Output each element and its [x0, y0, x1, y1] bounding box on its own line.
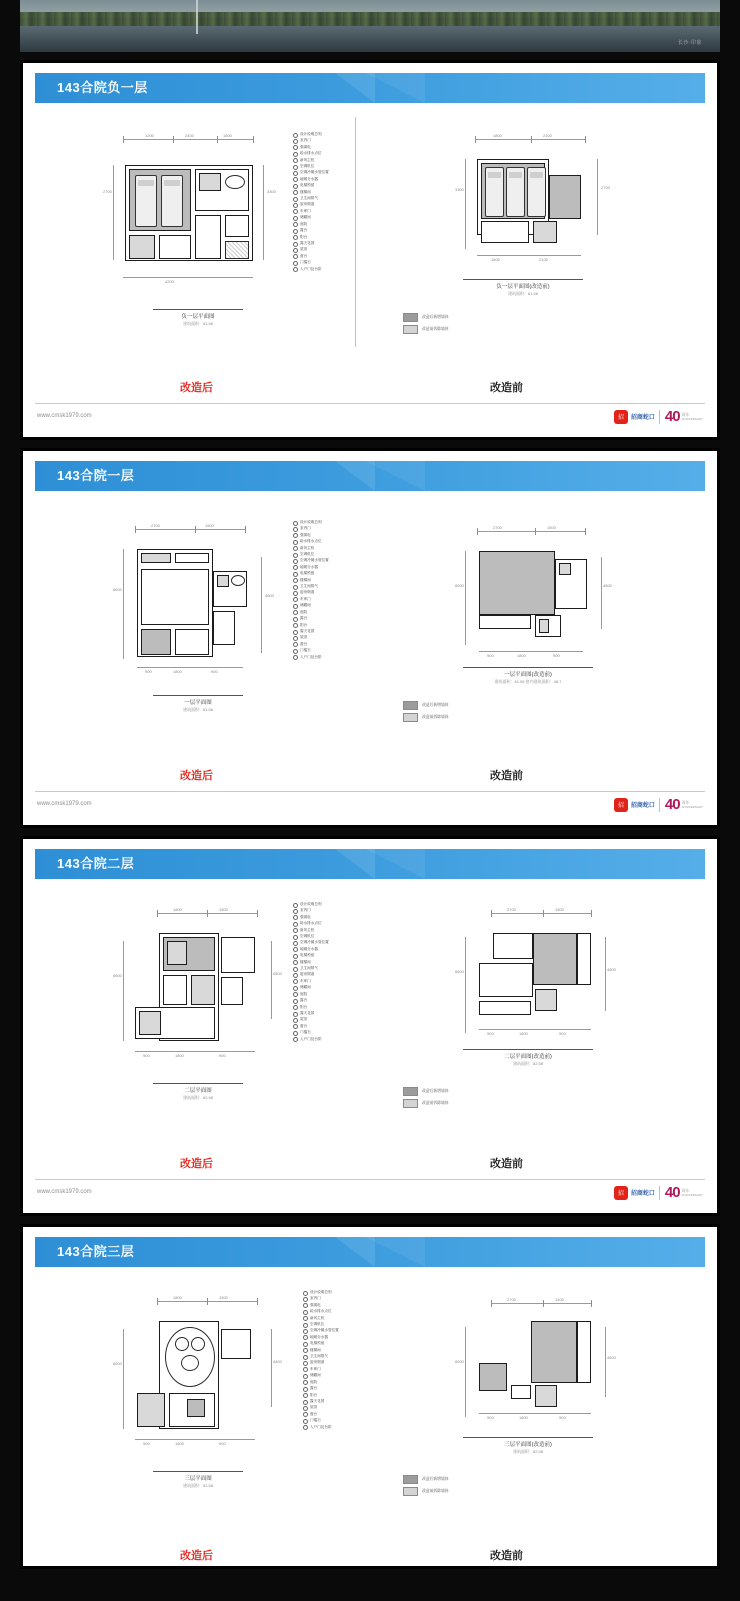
floorplan-before: 2700 1500 6600 4800 900 1800 900 — [455, 525, 612, 658]
wall-change-legend — [403, 313, 449, 337]
slide-content — [35, 879, 705, 1179]
legend-item: 空调冷凝水管位置 — [303, 1327, 339, 1333]
label-before: 改造前 — [490, 1158, 523, 1170]
slide-title: 143合院一层 — [57, 468, 135, 483]
swatch-new-wall-icon — [403, 1087, 418, 1096]
legend-item: 庭院 — [293, 609, 329, 615]
footer-url: www.cmsk1979.com — [37, 801, 92, 807]
legend-item: 庭院 — [293, 221, 329, 227]
slide-footer — [35, 403, 705, 434]
anniversary-number: 40 — [664, 1184, 680, 1201]
legend-item: 强弱电 — [293, 144, 329, 150]
legend-item: 车库门 — [293, 978, 329, 984]
legend-item: 露台 — [293, 615, 329, 621]
legend-row: 改造后新增墙体 — [403, 313, 449, 322]
legend-item: 入户门及台阶 — [293, 1036, 329, 1042]
legend-item: 强弱电 — [293, 914, 329, 920]
brand-divider — [659, 1186, 660, 1200]
legend-item: 窗台 — [293, 641, 329, 647]
legend-list-after — [293, 131, 329, 272]
slide-content — [35, 1267, 705, 1567]
legend-item: 门槛石 — [303, 1417, 339, 1423]
legend-item: 阳台 — [293, 1004, 329, 1010]
legend-row: 改造后新增墙体 — [403, 701, 449, 710]
anniversary-sub: 周年 ANNIVERSARY — [681, 411, 703, 421]
slide-content — [35, 491, 705, 791]
legend-item: 地暖分水器 — [303, 1334, 339, 1340]
floorplan-before: 1800 2100 3300 2700 1800 2100 — [455, 133, 610, 262]
swatch-new-wall-icon — [403, 701, 418, 710]
hero-watermark: 长沙·印象 — [677, 40, 702, 46]
floorplan-before: 2700 1500 6600 4800 900 1800 900 — [455, 1297, 616, 1420]
legend-item: 强弱电 — [293, 532, 329, 538]
label-before: 改造前 — [490, 382, 523, 394]
legend-item: 厨房烟道 — [293, 589, 329, 595]
legend-item: 露天花园 — [293, 240, 329, 246]
legend-item: 车库门 — [303, 1366, 339, 1372]
legend-item: 楼梯间 — [293, 577, 329, 583]
swatch-new-wall-icon — [403, 313, 418, 322]
hero-pole — [196, 0, 198, 34]
slide-title: 143合院负一层 — [57, 80, 148, 95]
slide-footer — [35, 791, 705, 822]
legend-item: 给水排水点位 — [293, 150, 329, 156]
label-after: 改造后 — [180, 1550, 213, 1562]
slide-floor-3 — [20, 1224, 720, 1569]
legend-item: 新风主机 — [303, 1315, 339, 1321]
legend-item: 阳台 — [293, 234, 329, 240]
legend-item: 室内门 — [293, 525, 329, 531]
slide-footer — [35, 1179, 705, 1210]
hero-photo — [20, 0, 720, 52]
legend-item: 入户门及台阶 — [293, 266, 329, 272]
slide-floor-2 — [20, 836, 720, 1216]
legend-item: 楼梯间 — [303, 1347, 339, 1353]
legend-item: 新风主机 — [293, 927, 329, 933]
swatch-removed-wall-icon — [403, 1099, 418, 1108]
legend-item: 屋顶 — [293, 634, 329, 640]
brand-logo — [614, 408, 703, 425]
legend-item: 储藏间 — [293, 984, 329, 990]
legend-item: 空调机位 — [293, 933, 329, 939]
legend-item: 阳台 — [293, 622, 329, 628]
legend-row: 改造前拆除墙体 — [403, 1487, 449, 1496]
legend-item: 储藏间 — [293, 214, 329, 220]
legend-item: 窗台 — [303, 1411, 339, 1417]
label-before: 改造前 — [490, 770, 523, 782]
legend-item: 强弱电 — [303, 1302, 339, 1308]
anniversary-number: 40 — [664, 408, 680, 425]
legend-item: 庭院 — [303, 1379, 339, 1385]
legend-item: 电梯预留 — [293, 182, 329, 188]
brand-mark-icon: 招 — [614, 798, 628, 812]
legend-item: 设计说明总则 — [303, 1289, 339, 1295]
label-after: 改造后 — [180, 1158, 213, 1170]
label-before: 改造前 — [490, 1550, 523, 1562]
legend-item: 空调冷凝水管位置 — [293, 557, 329, 563]
legend-item: 露天花园 — [293, 628, 329, 634]
legend-item: 阳台 — [303, 1392, 339, 1398]
floorplan-after: 1200 2400 1500 2700 3300 4200 — [103, 133, 276, 284]
slide-banner — [35, 73, 705, 103]
legend-row: 改造前拆除墙体 — [403, 325, 449, 334]
legend-item: 屋顶 — [293, 1016, 329, 1022]
after-caption: 一层平面图 建筑面积：61.56 — [153, 695, 243, 713]
brand-logo — [614, 796, 703, 813]
legend-item: 给水排水点位 — [303, 1308, 339, 1314]
legend-item: 门槛石 — [293, 259, 329, 265]
legend-item: 储藏间 — [303, 1372, 339, 1378]
legend-item: 空调机位 — [293, 163, 329, 169]
brand-mark-icon: 招 — [614, 1186, 628, 1200]
legend-item: 卫生间排气 — [293, 195, 329, 201]
legend-item: 新风主机 — [293, 157, 329, 163]
legend-item: 庭院 — [293, 991, 329, 997]
before-caption: 二层平面图(改造前) 建筑面积：62.58 — [463, 1049, 593, 1067]
slide-content — [35, 103, 705, 403]
legend-item: 屋顶 — [293, 246, 329, 252]
legend-item: 露天花园 — [303, 1398, 339, 1404]
legend-item: 屋顶 — [303, 1404, 339, 1410]
legend-list-after — [293, 519, 329, 660]
anniversary-sub: 周年 ANNIVERSARY — [681, 1187, 703, 1197]
slide-banner — [35, 461, 705, 491]
legend-item: 卫生间排气 — [293, 583, 329, 589]
legend-item: 新风主机 — [293, 545, 329, 551]
legend-item: 入户门及台阶 — [303, 1424, 339, 1430]
legend-item: 设计说明总则 — [293, 519, 329, 525]
before-caption: 一层平面图(改造前) 建筑面积：61.56 套内建筑面积：48.7 — [463, 667, 593, 685]
legend-item: 门槛石 — [293, 647, 329, 653]
brand-name: 招商蛇口 — [630, 1191, 655, 1197]
legend-list-after — [303, 1289, 339, 1430]
slide-title: 143合院三层 — [57, 1244, 135, 1259]
slide-title: 143合院二层 — [57, 856, 135, 871]
legend-list-after — [293, 901, 329, 1042]
floorplan-after: 1800 1500 6600 4800 900 1800 900 — [113, 907, 282, 1058]
before-caption: 负一层平面图(改造前) 建筑面积：61.56 — [463, 279, 583, 297]
legend-item: 地暖分水器 — [293, 176, 329, 182]
swatch-removed-wall-icon — [403, 713, 418, 722]
legend-item: 露天花园 — [293, 1010, 329, 1016]
brand-name: 招商蛇口 — [630, 803, 655, 809]
after-caption: 负一层平面图 建筑面积：61.56 — [153, 309, 243, 327]
brand-logo — [614, 1184, 703, 1201]
legend-row: 改造前拆除墙体 — [403, 1099, 449, 1108]
brand-mark-icon: 招 — [614, 410, 628, 424]
legend-item: 电梯预留 — [293, 570, 329, 576]
legend-item: 窗台 — [293, 1023, 329, 1029]
footer-url: www.cmsk1979.com — [37, 1189, 92, 1195]
legend-item: 电梯预留 — [293, 952, 329, 958]
slide-banner — [35, 1237, 705, 1267]
legend-item: 空调机位 — [293, 551, 329, 557]
swatch-new-wall-icon — [403, 1475, 418, 1484]
legend-row: 改造前拆除墙体 — [403, 713, 449, 722]
label-after: 改造后 — [180, 382, 213, 394]
before-caption: 三层平面图(改造前) 建筑面积：62.58 — [463, 1437, 593, 1455]
legend-item: 楼梯间 — [293, 959, 329, 965]
floorplan-before: 2700 1500 6600 4800 900 1800 900 — [455, 907, 616, 1036]
swatch-removed-wall-icon — [403, 1487, 418, 1496]
legend-item: 入户门及台阶 — [293, 654, 329, 660]
legend-row: 改造后新增墙体 — [403, 1475, 449, 1484]
legend-item: 给水排水点位 — [293, 920, 329, 926]
legend-item: 空调机位 — [303, 1321, 339, 1327]
legend-item: 楼梯间 — [293, 189, 329, 195]
legend-item: 室内门 — [303, 1295, 339, 1301]
floorplan-after: 2700 1500 6600 4800 900 1800 900 — [113, 523, 274, 674]
anniversary-sub: 周年 ANNIVERSARY — [681, 799, 703, 809]
slide-basement — [20, 60, 720, 440]
legend-item: 露台 — [303, 1385, 339, 1391]
anniversary-number: 40 — [664, 796, 680, 813]
swatch-removed-wall-icon — [403, 325, 418, 334]
legend-item: 门槛石 — [293, 1029, 329, 1035]
legend-item: 地暖分水器 — [293, 564, 329, 570]
legend-item: 室内门 — [293, 137, 329, 143]
legend-item: 窗台 — [293, 253, 329, 259]
legend-item: 空调冷凝水管位置 — [293, 939, 329, 945]
legend-row: 改造后新增墙体 — [403, 1087, 449, 1096]
hero-water — [20, 26, 720, 52]
after-caption: 三层平面图 建筑面积：62.58 — [153, 1471, 243, 1489]
brand-divider — [659, 410, 660, 424]
brand-divider — [659, 798, 660, 812]
legend-item: 室内门 — [293, 907, 329, 913]
brand-name: 招商蛇口 — [630, 415, 655, 421]
legend-item: 厨房烟道 — [293, 971, 329, 977]
floorplan-after: 1800 1500 6600 4800 900 1800 900 — [113, 1295, 282, 1446]
legend-item: 露台 — [293, 997, 329, 1003]
footer-url: www.cmsk1979.com — [37, 413, 92, 419]
legend-item: 给水排水点位 — [293, 538, 329, 544]
legend-item: 车库门 — [293, 208, 329, 214]
legend-item: 空调冷凝水管位置 — [293, 169, 329, 175]
label-after: 改造后 — [180, 770, 213, 782]
legend-item: 车库门 — [293, 596, 329, 602]
legend-item: 储藏间 — [293, 602, 329, 608]
legend-item: 露台 — [293, 227, 329, 233]
slide-banner — [35, 849, 705, 879]
content-divider — [355, 117, 356, 347]
slide-floor-1 — [20, 448, 720, 828]
legend-item: 设计说明总则 — [293, 901, 329, 907]
legend-item: 设计说明总则 — [293, 131, 329, 137]
legend-item: 厨房烟道 — [303, 1359, 339, 1365]
wall-change-legend — [403, 1087, 449, 1111]
legend-item: 电梯预留 — [303, 1340, 339, 1346]
legend-item: 卫生间排气 — [303, 1353, 339, 1359]
legend-item: 卫生间排气 — [293, 965, 329, 971]
wall-change-legend — [403, 701, 449, 725]
legend-item: 厨房烟道 — [293, 201, 329, 207]
legend-item: 地暖分水器 — [293, 946, 329, 952]
after-caption: 二层平面图 建筑面积：62.58 — [153, 1083, 243, 1101]
wall-change-legend — [403, 1475, 449, 1499]
